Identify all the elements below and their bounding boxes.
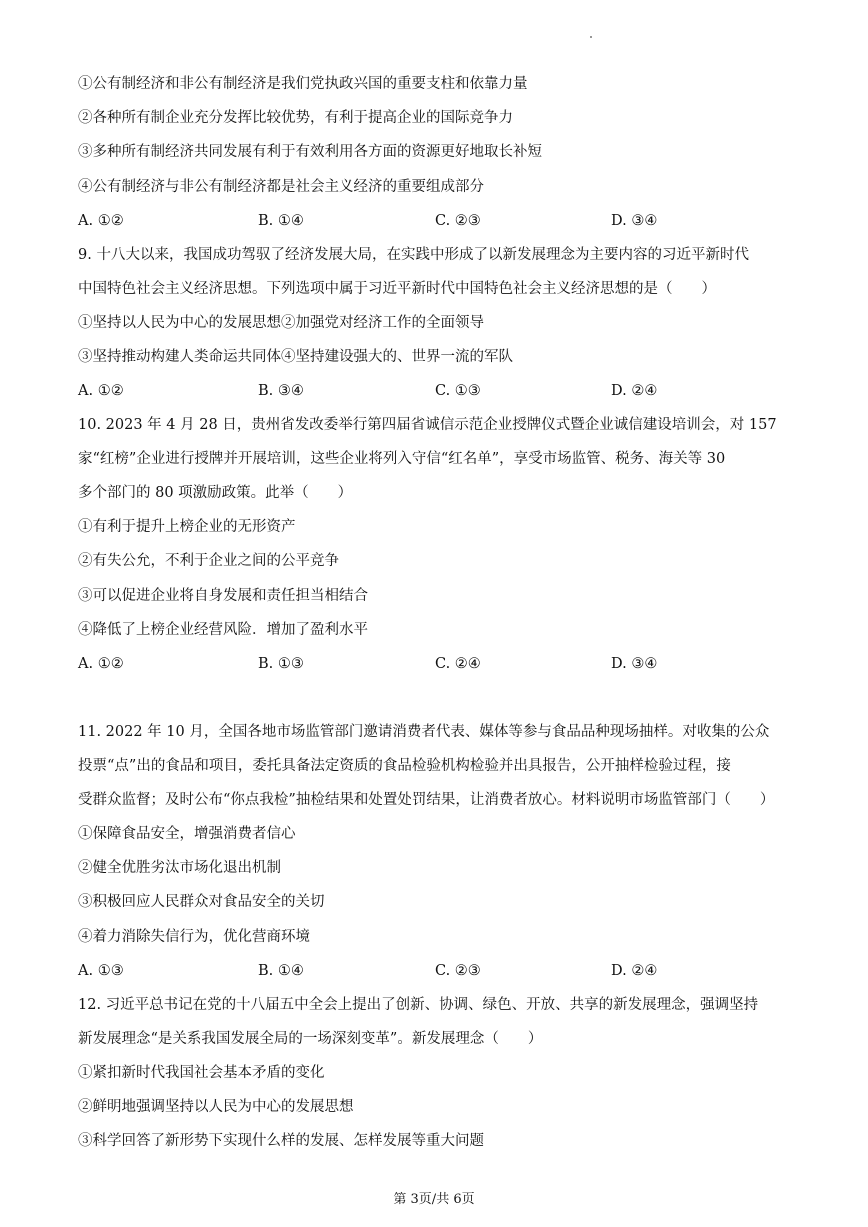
q8-option-c[interactable]: C. ②③ — [435, 213, 481, 229]
q11-statement-3: ③积极回应人民群众对食品安全的关切 — [78, 894, 325, 910]
q9-option-c[interactable]: C. ①③ — [435, 383, 481, 399]
q12-stem-line-2: 新发展理念“是关系我国发展全局的一场深刻变革”。新发展理念（ ） — [78, 1031, 543, 1047]
q10-statement-1: ①有利于提升上榜企业的无形资产 — [78, 519, 296, 535]
q10-stem-line-2: 家“红榜”企业进行授牌并开展培训，这些企业将列入守信“红名单”，享受市场监管、税务、海关等 30 — [78, 451, 726, 467]
q9-option-b[interactable]: B. ③④ — [258, 383, 304, 399]
q10-option-b[interactable]: B. ①③ — [258, 656, 304, 672]
q10-stem-line-3: 多个部门的 80 项激励政策。此举（ ） — [78, 485, 353, 501]
q9-statement-1: ①坚持以人民为中心的发展思想②加强党对经济工作的全面领导 — [78, 315, 484, 331]
q11-stem-line-3: 受群众监督；及时公布“你点我检”抽检结果和处置处罚结果，让消费者放心。材料说明市场监管部门（ ） — [78, 792, 775, 808]
q10-option-c[interactable]: C. ②④ — [435, 656, 481, 672]
q10-statement-2: ②有失公允，不利于企业之间的公平竞争 — [78, 553, 339, 569]
q11-stem-line-2: 投票“点”出的食品和项目，委托具备法定资质的食品检验机构检验并出具报告，公开抽样检验过程，接 — [78, 758, 731, 774]
q11-statement-1: ①保障食品安全，增强消费者信心 — [78, 826, 296, 842]
q10-option-a[interactable]: A. ①② — [78, 656, 124, 672]
q12-statement-2: ②鲜明地强调坚持以人民为中心的发展思想 — [78, 1099, 354, 1115]
q9-option-a[interactable]: A. ①② — [78, 383, 124, 399]
q9-statement-2: ③坚持推动构建人类命运共同体④坚持建设强大的、世界一流的军队 — [78, 349, 513, 365]
q11-stem-line-1: 11. 2022 年 10 月，全国各地市场监管部门邀请消费者代表、媒体等参与食品品种现场抽样。对收集的公众 — [78, 724, 770, 740]
q11-statement-4: ④着力消除失信行为，优化营商环境 — [78, 929, 310, 945]
scan-speck — [590, 36, 592, 38]
q10-statement-4: ④降低了上榜企业经营风险．增加了盈利水平 — [78, 622, 368, 638]
q11-option-a[interactable]: A. ①③ — [78, 963, 124, 979]
q9-option-d[interactable]: D. ②④ — [611, 383, 658, 399]
q10-statement-3: ③可以促进企业将自身发展和责任担当相结合 — [78, 588, 368, 604]
q10-stem-line-1: 10. 2023 年 4 月 28 日，贵州省发改委举行第四届省诚信示范企业授牌仪式暨企业诚信建设培训会，对 157 — [78, 417, 777, 433]
q11-options — [78, 961, 790, 981]
q9-stem-line-2: 中国特色社会主义经济思想。下列选项中属于习近平新时代中国特色社会主义经济思想的是（ ） — [78, 281, 716, 297]
q10-option-d[interactable]: D. ③④ — [611, 656, 658, 672]
q8-statement-4: ④公有制经济与非公有制经济都是社会主义经济的重要组成部分 — [78, 179, 484, 195]
q11-option-d[interactable]: D. ②④ — [611, 963, 658, 979]
q8-statement-3: ③多种所有制经济共同发展有利于有效利用各方面的资源更好地取长补短 — [78, 144, 542, 160]
q8-options — [78, 211, 790, 231]
q9-options — [78, 381, 790, 401]
q11-option-c[interactable]: C. ②③ — [435, 963, 481, 979]
q12-stem-line-1: 12. 习近平总书记在党的十八届五中全会上提出了创新、协调、绿色、开放、共享的新发展理念，强调坚持 — [78, 997, 759, 1013]
q12-statement-1: ①紧扣新时代我国社会基本矛盾的变化 — [78, 1065, 325, 1081]
q10-options — [78, 654, 790, 674]
page-number: 第 3页/共 6页 — [393, 1192, 475, 1207]
q12-statement-3: ③科学回答了新形势下实现什么样的发展、怎样发展等重大问题 — [78, 1133, 484, 1149]
q9-stem-line-1: 9. 十八大以来，我国成功驾驭了经济发展大局，在实践中形成了以新发展理念为主要内容的习近平新时代 — [78, 247, 749, 263]
q8-option-d[interactable]: D. ③④ — [611, 213, 658, 229]
q8-statement-2: ②各种所有制企业充分发挥比较优势，有利于提高企业的国际竞争力 — [78, 110, 513, 126]
q11-option-b[interactable]: B. ①④ — [258, 963, 304, 979]
q8-option-a[interactable]: A. ①② — [78, 213, 124, 229]
q11-statement-2: ②健全优胜劣汰市场化退出机制 — [78, 860, 281, 876]
q8-option-b[interactable]: B. ①④ — [258, 213, 304, 229]
q8-statement-1: ①公有制经济和非公有制经济是我们党执政兴国的重要支柱和依靠力量 — [78, 76, 528, 92]
